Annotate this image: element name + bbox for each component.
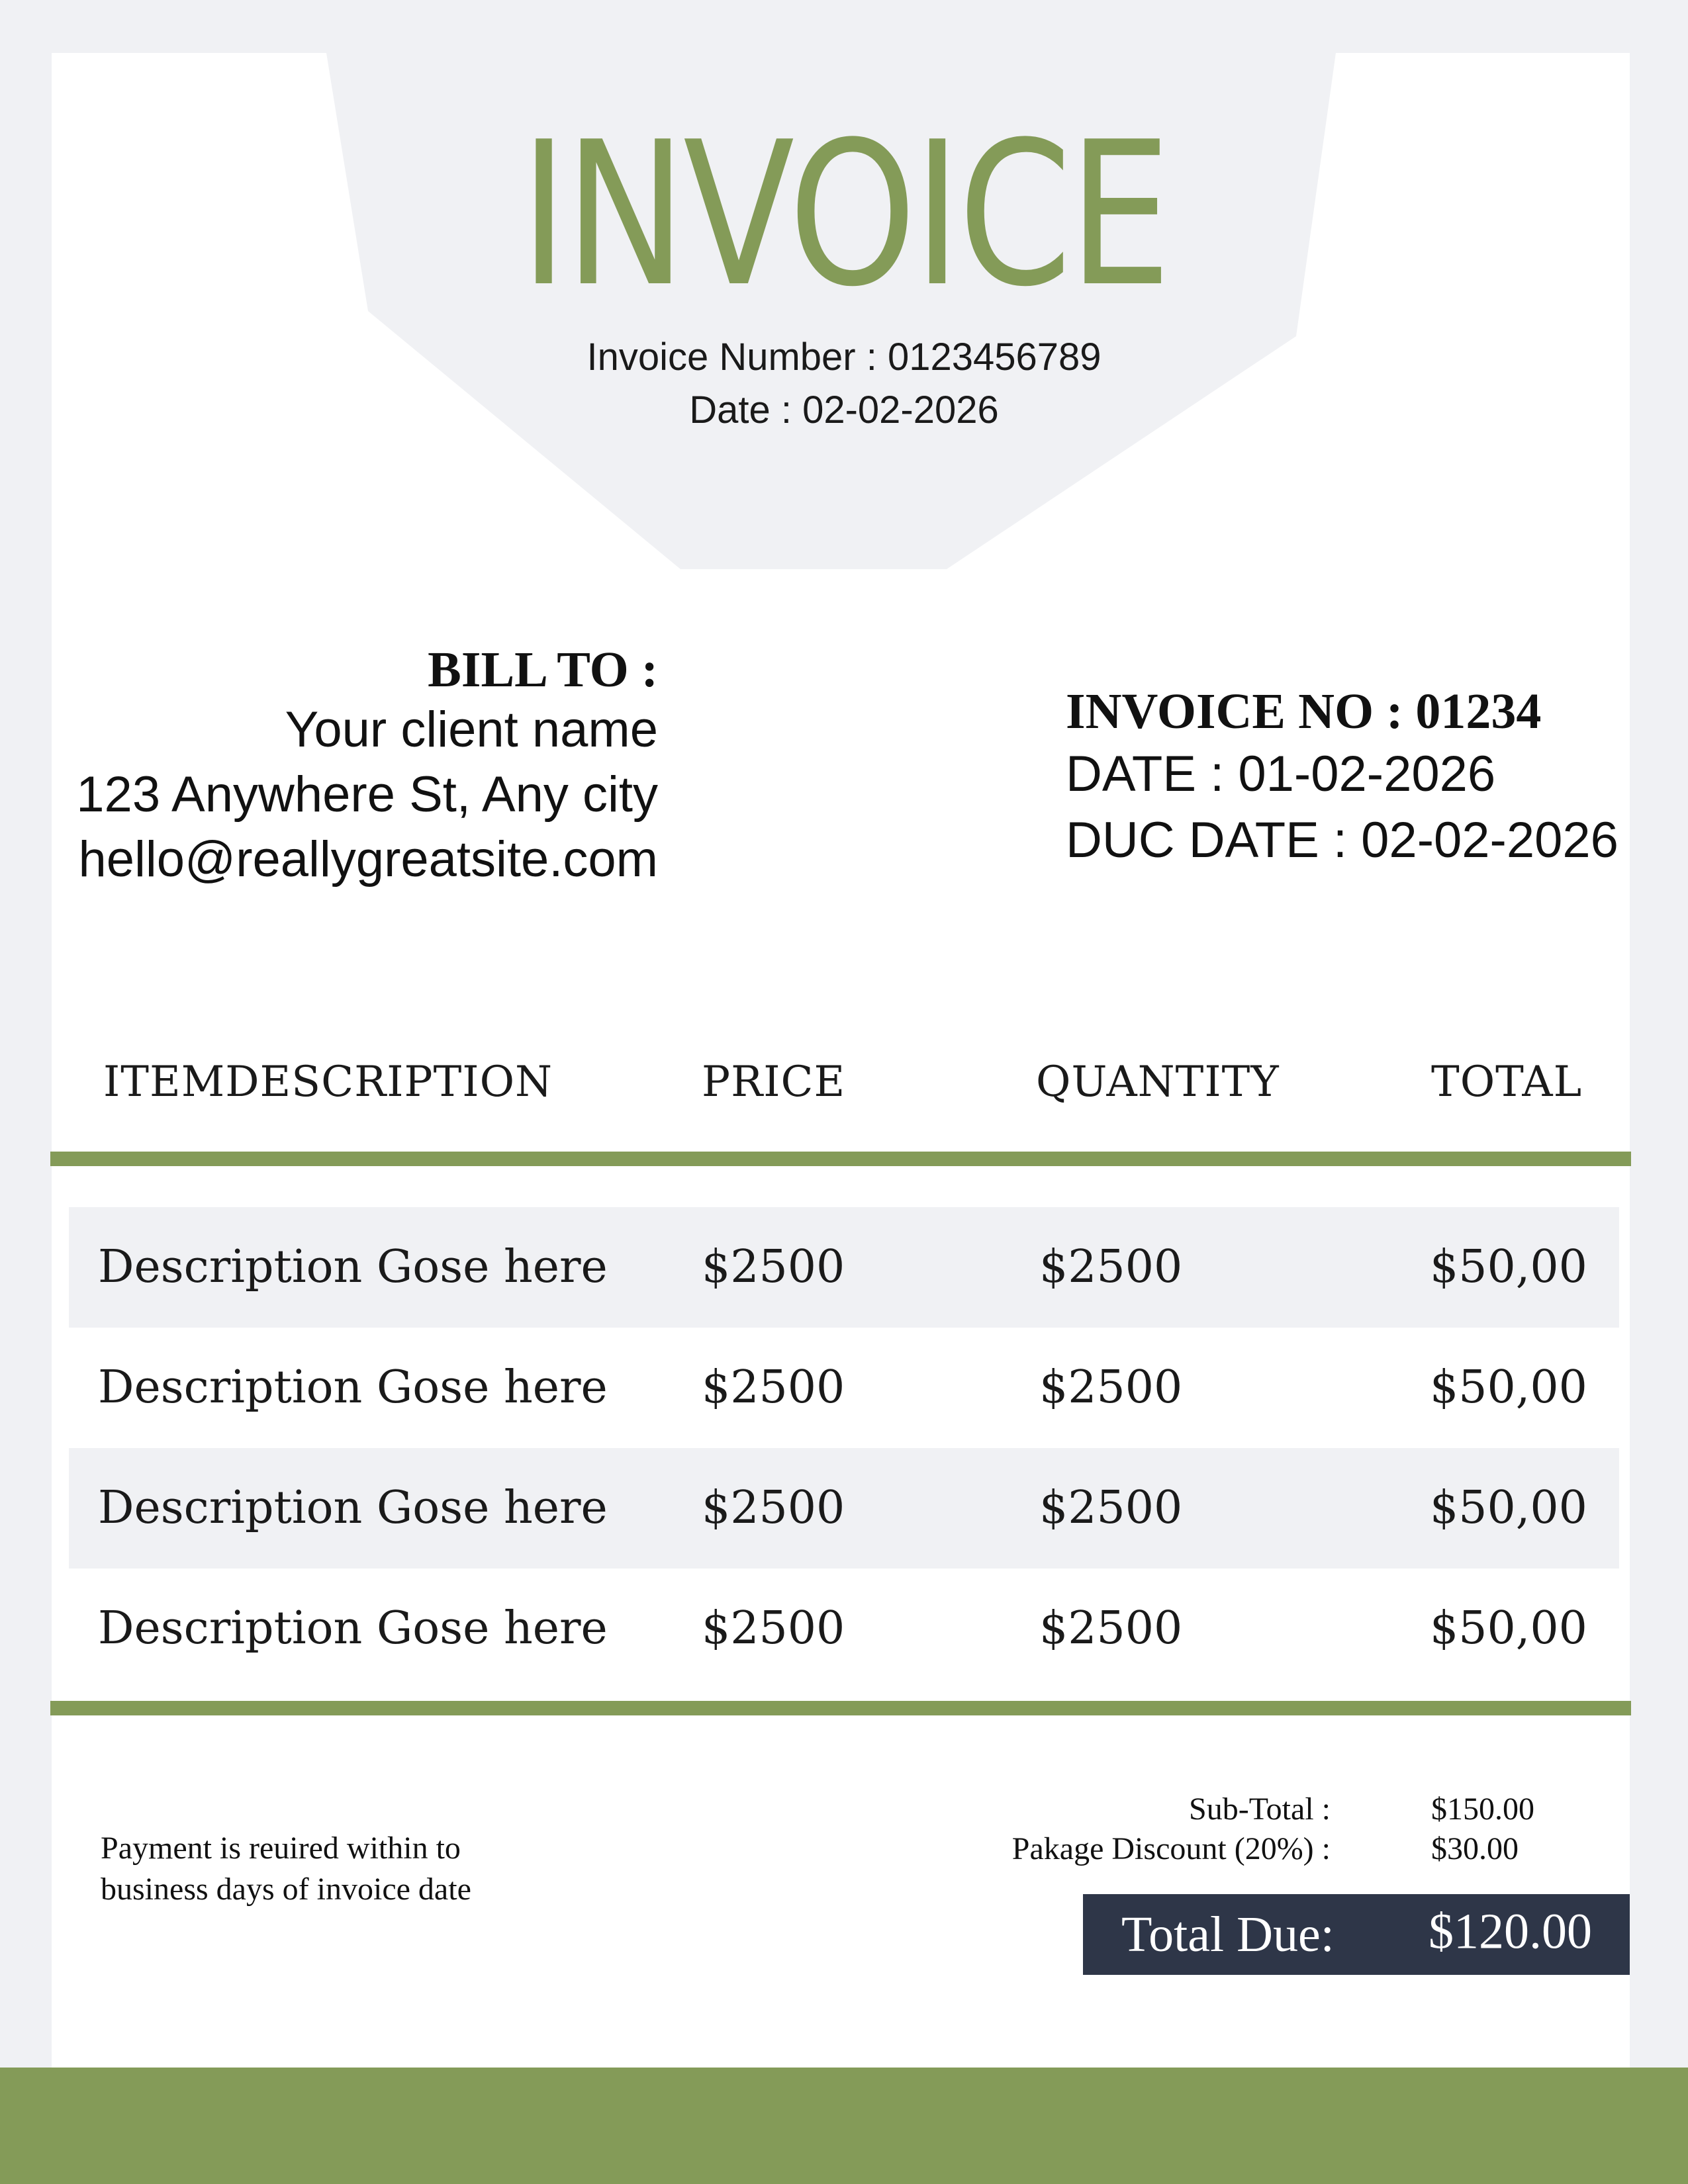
payment-note xyxy=(101,1828,564,1910)
row-price: $2500 xyxy=(702,1361,845,1414)
table-top-rule xyxy=(50,1152,1631,1166)
invoice-no: INVOICE NO : 01234 xyxy=(1066,684,1542,739)
row-quantity: $2500 xyxy=(1039,1241,1183,1293)
table-bottom-rule xyxy=(50,1701,1631,1715)
table-row xyxy=(69,1328,1619,1448)
invoice-due-date: DUC DATE : 02-02-2026 xyxy=(1066,812,1618,868)
table-row xyxy=(69,1207,1619,1328)
row-price: $2500 xyxy=(702,1482,845,1534)
total-due-label: Total Due: xyxy=(1121,1907,1335,1962)
row-total: $50,00 xyxy=(1430,1602,1587,1655)
client-address: 123 Anywhere St, Any city xyxy=(76,766,658,823)
column-header-price: PRICE xyxy=(702,1058,846,1107)
column-header-description: ITEMDESCRIPTION xyxy=(103,1058,553,1107)
payment-note-line-2: business days of invoice date xyxy=(101,1872,471,1907)
invoice-number-line: Invoice Number : 0123456789 xyxy=(586,336,1102,379)
total-due-value: $120.00 xyxy=(1429,1903,1592,1960)
bill-to-block xyxy=(76,642,658,892)
footer-band xyxy=(0,2068,1688,2184)
row-description: Description Gose here xyxy=(98,1241,608,1293)
row-price: $2500 xyxy=(702,1602,845,1655)
subtotal-label: Sub-Total : xyxy=(1189,1792,1331,1827)
row-quantity: $2500 xyxy=(1039,1602,1183,1655)
table-row xyxy=(69,1448,1619,1569)
column-header-total: TOTAL xyxy=(1431,1058,1583,1107)
invoice-title: INVOICE xyxy=(520,99,1168,330)
table-row xyxy=(69,1569,1619,1689)
client-name: Your client name xyxy=(285,702,658,758)
column-header-quantity: QUANTITY xyxy=(1036,1058,1280,1107)
discount-label: Pakage Discount (20%) : xyxy=(1011,1831,1331,1866)
client-email: hello@reallygreatsite.com xyxy=(78,831,658,887)
discount-value: $30.00 xyxy=(1431,1831,1519,1866)
row-description: Description Gose here xyxy=(98,1482,608,1534)
row-description: Description Gose here xyxy=(98,1361,608,1414)
row-total: $50,00 xyxy=(1430,1482,1587,1534)
row-total: $50,00 xyxy=(1430,1361,1587,1414)
invoice-info-block xyxy=(1066,682,1618,874)
bill-to-heading: BILL TO : xyxy=(428,642,658,698)
row-total: $50,00 xyxy=(1430,1241,1587,1293)
invoice-date-line: Date : 02-02-2026 xyxy=(689,388,999,432)
total-due-box xyxy=(1083,1894,1630,1975)
subtotal-value: $150.00 xyxy=(1431,1792,1534,1827)
invoice-date: DATE : 01-02-2026 xyxy=(1066,746,1496,802)
row-description: Description Gose here xyxy=(98,1602,608,1655)
row-quantity: $2500 xyxy=(1039,1482,1183,1534)
row-price: $2500 xyxy=(702,1241,845,1293)
row-quantity: $2500 xyxy=(1039,1361,1183,1414)
payment-note-line-1: Payment is reuired within to xyxy=(101,1831,461,1866)
